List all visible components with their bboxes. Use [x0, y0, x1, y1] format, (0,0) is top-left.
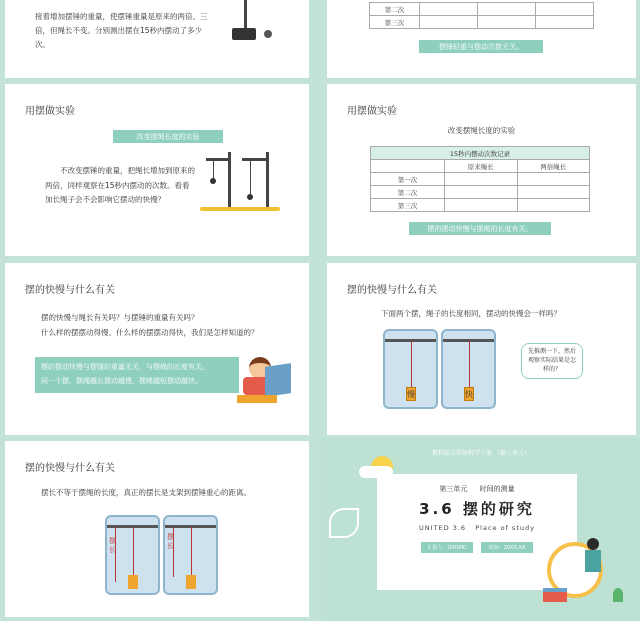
- top-banner: 教科版五年级科学下册 （第三单元）: [432, 450, 530, 457]
- slide-text: 不改变摆锤的重量，把绳长增加到原来的两倍，同样观察在15秒内摆动的次数。看看加长绳子会不会影响它摆动的快慢？: [45, 166, 195, 204]
- student-reading-icon: [235, 357, 295, 407]
- slide-weight-experiment[interactable]: [5, 0, 309, 78]
- table-row: 第二次: [370, 3, 594, 16]
- answer-box: 摆的摆动快慢与摆锤的重量无关，与摆绳的长度有关。 同一个摆，摆绳越长摆动越慢，摆绳越短摆动越快。: [35, 357, 239, 393]
- slide-text: 下面两个摆，绳子的长度相同，摆动的快慢会一样吗？: [381, 309, 561, 318]
- slide-same-length[interactable]: [327, 263, 636, 435]
- slide-rope-record[interactable]: [327, 84, 636, 256]
- plant-icon: [613, 588, 623, 602]
- record-table: [370, 146, 590, 212]
- pendulum-card-b: [163, 515, 218, 595]
- main-heading: 3.6 摆的研究: [419, 500, 535, 518]
- leaf-icon: [329, 508, 359, 538]
- pendulum-stands-icon: [200, 152, 280, 217]
- table-title: 15秒内摆动次数记录: [371, 147, 590, 160]
- pendulum-card-fast: [441, 329, 496, 409]
- slide-rope-length[interactable]: [5, 84, 309, 256]
- bob-label-fast: 快: [464, 387, 474, 401]
- slide-title: 用摆做实验: [347, 106, 397, 117]
- length-label-b: 摆长: [167, 533, 174, 550]
- speech-bubble: 先推测一下，然后观察实际结果是怎样的？: [521, 343, 583, 379]
- table-row: 第三次: [371, 199, 590, 212]
- slide-subtitle: 改变摆绳长度的实验: [447, 126, 516, 135]
- question-line-1: 摆的快慢与绳长有关吗？与摆锤的重量有关吗？: [41, 313, 199, 322]
- slide-pendulum-length[interactable]: [5, 441, 309, 617]
- author-tag: 汇报人：OVOPIC: [421, 542, 473, 553]
- slide-title: 摆的快慢与什么有关: [347, 285, 437, 296]
- english-subtitle: UNITED 3.6 Place of study: [419, 524, 535, 532]
- slide-title: 用摆做实验: [25, 106, 75, 117]
- conclusion-banner: 摆锤轻重与摆动次数无关。: [419, 40, 543, 53]
- date-tag: 时间：20XX.XX: [481, 542, 533, 553]
- slide-text: 接着增加摆锤的重量，使摆锤重量是原来的两倍、三倍，但绳长不变。分别测出摆在15秒内摆动了多少次。: [35, 12, 208, 49]
- pendulum-card-a: [105, 515, 160, 595]
- experiment-banner: 改变摆绳长度的实验: [113, 130, 223, 143]
- table-row: 第三次: [370, 16, 594, 29]
- slide-cover[interactable]: [321, 438, 640, 621]
- books-icon: [543, 588, 567, 602]
- table-row: 第二次: [371, 186, 590, 199]
- slide-speed-question[interactable]: [5, 263, 309, 435]
- question-line-2: 什么样的摆摆动得慢、什么样的摆摆动得快，我们是怎样知道的？: [41, 328, 259, 337]
- conclusion-banner: 摆的摆动快慢与摆绳的长度有关。: [409, 222, 551, 235]
- bob-label-slow: 慢: [406, 387, 416, 401]
- pendulum-stand-icon: [230, 0, 270, 45]
- unit-label: 第三单元: [439, 485, 468, 493]
- slide-title: 摆的快慢与什么有关: [25, 463, 115, 474]
- student-icon: [583, 538, 603, 588]
- slide-title: 摆的快慢与什么有关: [25, 285, 115, 296]
- table-row: 第一次: [371, 173, 590, 186]
- pendulum-card-slow: [383, 329, 438, 409]
- length-label-a: 摆长: [109, 537, 116, 554]
- slide-weight-record[interactable]: [327, 0, 636, 78]
- record-table: [369, 2, 594, 29]
- slide-text: 摆长不等于摆绳的长度，真正的摆长是支架到摆锤重心的距离。: [41, 488, 251, 497]
- table-header-row: 原来绳长 两倍绳长: [371, 160, 590, 173]
- unit-name: 时间的测量: [479, 485, 515, 493]
